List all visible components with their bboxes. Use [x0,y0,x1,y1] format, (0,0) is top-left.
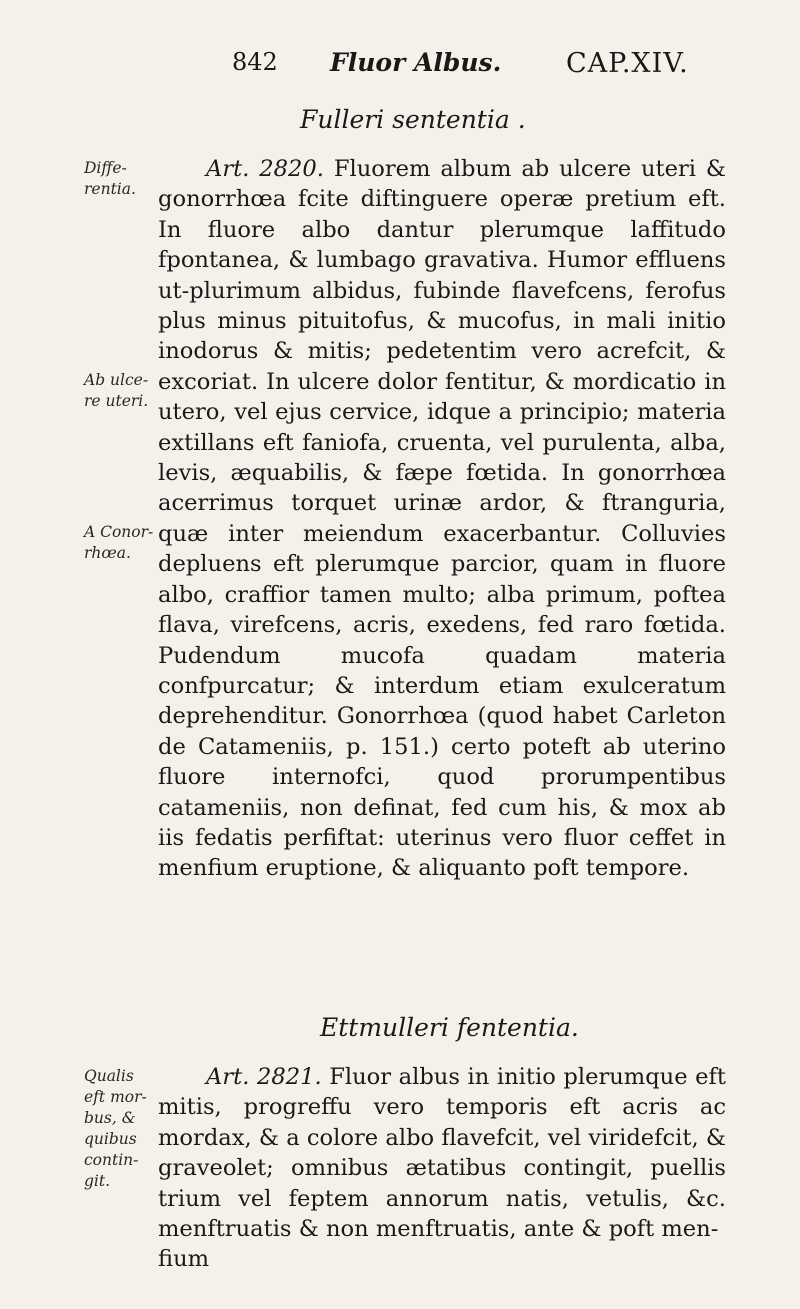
paragraph-art-2821 [158,1062,726,1275]
paragraph-text: Fluor albus in initio plerumque eft mitis, progreffu vero temporis eft acris ac mordax, & a colore albo flavefcit, vel viridefcit, & graveolet; omnibus ætatibus contingit, puellis trium vel feptem annorum natis, vetulis, &c. menftruatis & non menftruatis, ante & poft men- [158,1064,726,1243]
margin-note-ab-ulcere-uteri: Ab ulce- re uteri. [84,371,149,410]
paragraph-text: Fluorem album ab ulcere uteri & gonorrhœa fcite diftinguere operæ pretium eft. In fluore albo dantur plerumque laffitudo fpontanea, & lumbago gravativa. Humor effluens ut-plurimum albidus, fubinde flavefcens, ferofus plus minus pituitofus, & mucofus, in mali initio inodorus & mitis; pedetentim vero acrefcit, & excoriat. In ulcere dolor fentitur, & mordicatio in utero, vel ejus cervice, idque a principio; materia extillans eft faniofa, cruenta, vel purulenta, alba, levis, æquabilis, & fæpe fœtida. In gonorrhœa acerrimus torquet urinæ ardor, & ftranguria, quæ inter meiendum exacerbantur. Colluvies depluens eft plerumque parcior, quam in fluore albo, craffior tamen multo; alba primum, poftea flava, virefcens, acris, exedens, fed raro fœtida. Pudendum mucofa quadam materia confpurcatur; & interdum etiam exulceratum deprehenditur. Gonorrhœa (quod habet Carleton de Catameniis, p. 151.) certo poteft ab uterino fluore internofci, quod prorumpentibus catameniis, non definat, fed cum his, & mox ab iis fedatis perfiftat: uterinus vero fluor ceffet in menfium eruptione, & aliquanto poft tempore. [158,156,726,882]
running-title: Fluor Albus. [330,48,502,77]
chapter-label: CAP.XIV. [566,48,689,79]
catchword: fium [158,1246,210,1273]
article-number: Art. 2821. [206,1064,322,1090]
article-number: Art. 2820. [206,156,324,182]
page-number: 842 [232,48,278,76]
margin-note-differentia: Diffe- rentia. [84,159,136,198]
paragraph-art-2820 [158,154,726,884]
section-title-fulleri: Fulleri sententia . [300,105,526,134]
running-header [0,48,800,88]
section-title-ettmulleri: Ettmulleri fententia. [320,1013,579,1042]
margin-note-a-gonorrhoea: A Conor- rhœa. [84,523,154,562]
margin-note-qualis: Qualis eft mor- bus, & quibus contin- git. [84,1067,147,1190]
